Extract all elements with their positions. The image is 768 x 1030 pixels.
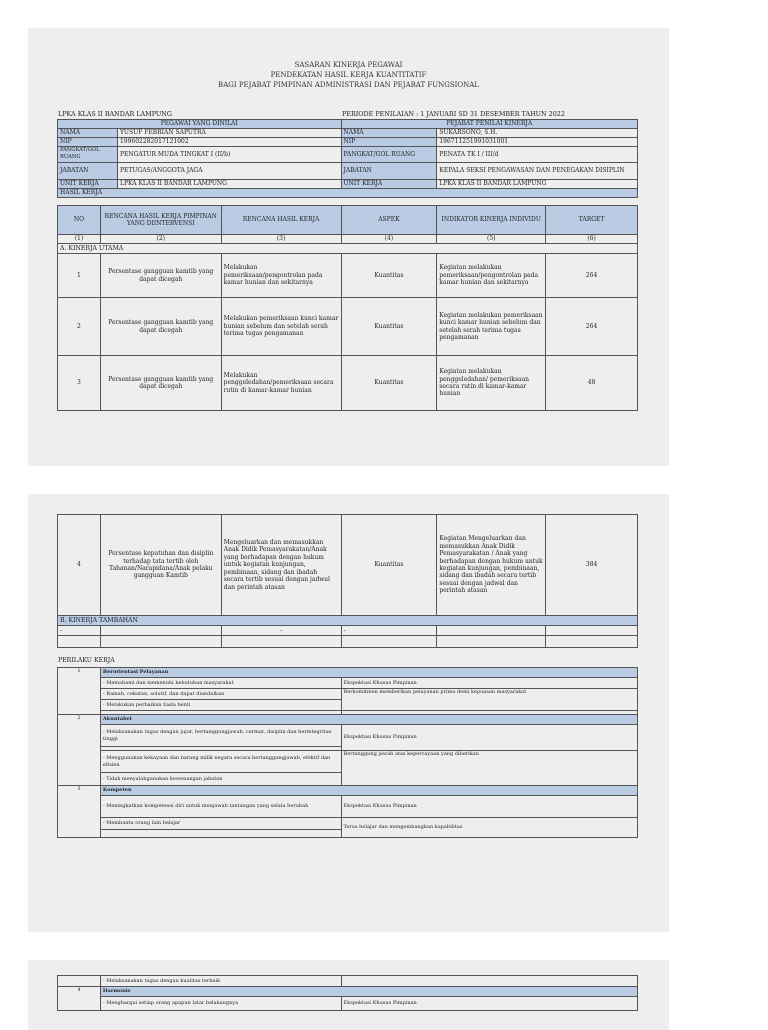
table-row: [58, 254, 638, 298]
penilai-nip: 196711251991031001: [437, 138, 638, 147]
tambahan-cell: -: [58, 626, 101, 636]
col-number: (3): [221, 235, 341, 244]
pegawai-section: PEGAWAI YANG DINILAI: [58, 120, 342, 129]
document-page-3: [28, 960, 669, 1030]
penilai-jabatan: KEPALA SEKSI PENGAWASAN DAN PENEGAKAN DISIPLIN: [437, 162, 638, 179]
row-rencana: Melakukan penggeledahan/pemeriksaan secara rutin di kamar-kamar hunian: [221, 356, 341, 411]
row-aspek: Kuantitas: [341, 254, 437, 298]
perilaku-item: - Memahami dan memenuhi kebutuhan masyarakat: [100, 678, 341, 689]
unit-top: LPKA KLAS II BANDAR LAMPUNG: [58, 110, 172, 118]
row-indikator: Kegiatan melakukan pemeriksaan kunci kamar hunian sebelum dan setelah serah terima tugas pengamanan: [437, 298, 546, 356]
perilaku-item: - Menghargai setiap orang apapun latar belakangnya: [100, 997, 341, 1011]
perilaku-table-continued: [57, 975, 638, 1011]
identity-table: [57, 119, 638, 198]
pegawai-nip: 199602282017121002: [117, 138, 341, 147]
perilaku-no: 2: [58, 715, 101, 786]
row-rencana: Mengeluarkan dan memasukkan Anak Didik Pemasyarakatan/Anak yang berhadapan dengan hukum untuk kegiatan kunjungan, pembinaan, sidang dan ibadah secara tertib sesuai dengan jadwal dan perintah atasan: [221, 515, 341, 616]
row-indikator: Kegiatan melakukan penggeledahan/ pemeriksaan secara rutin di kamar-kamar hunian: [437, 356, 546, 411]
row-no: 1: [58, 254, 101, 298]
penilai-section: PEJABAT PENILAI KINERJA: [341, 120, 638, 129]
row-aspek: Kuantitas: [341, 298, 437, 356]
row-target: 264: [546, 298, 638, 356]
perilaku-table: [57, 667, 638, 838]
perilaku-no: 3: [58, 786, 101, 838]
perilaku-item: - Meningkatkan kompetensi diri untuk menjawab tantangan yang selalu berubah: [100, 796, 341, 818]
perilaku-item: - Melaksanakan tugas dengan jujur, bertanggungjawab, cermat, disiplin dan berintegritas tinggi: [100, 725, 341, 747]
col-indikator-header: INDIKATOR KINERJA INDIVIDU: [437, 206, 546, 235]
row-pimpinan: Persentase kepatuhan dan disiplin terhadap tata tertib oleh Tahanan/Narapidana/Anak pelaku gangguan Kamtib: [100, 515, 221, 616]
ekspektasi-text: Bertanggung jawab atas kepercayaan yang diberikan: [341, 751, 637, 786]
title-line-1: SASARAN KINERJA PEGAWAI: [294, 61, 403, 69]
nip-label: NIP: [58, 138, 118, 147]
row-pimpinan: Persentase gangguan kamtib yang dapat dicegah: [100, 298, 221, 356]
col-rencana-header: RENCANA HASIL KERJA: [221, 206, 341, 235]
pegawai-jabatan: PETUGAS/ANGGOTA JAGA: [117, 162, 341, 179]
document-page-1: [28, 28, 669, 466]
penilai-pangkat: PENATA TK I / III/d: [437, 147, 638, 163]
title-line-3: BAGI PEJABAT PIMPINAN ADMINISTRASI DAN PEJABAT FUNGSIONAL: [218, 81, 479, 89]
row-aspek: Kuantitas: [341, 515, 437, 616]
col-number: (4): [341, 235, 437, 244]
perilaku-item: - Membantu orang lain belajar: [100, 818, 341, 830]
col-pimpinan-header: RENCANA HASIL KERJA PIMPINAN YANG DIINTERVENSI: [100, 206, 221, 235]
row-no: 3: [58, 356, 101, 411]
kinerja-utama-label: A. KINERJA UTAMA: [58, 244, 638, 254]
col-number: (1): [58, 235, 101, 244]
row-no: 4: [58, 515, 101, 616]
kinerja-tambahan-label: B. KINERJA TAMBAHAN: [58, 616, 638, 626]
penilai-pangkat-label: PANGKAT/GOL RUANG: [341, 147, 437, 163]
pangkat-label: PANGKAT/GOL RUANG: [58, 147, 118, 163]
pegawai-unit: LPKA KLAS II BANDAR LAMPUNG: [117, 179, 341, 188]
nama-label: NAMA: [58, 129, 118, 138]
penilai-nama: SUKARSONO, S.H.: [437, 129, 638, 138]
perilaku-no: 1: [58, 668, 101, 715]
jabatan-label: JABATAN: [58, 162, 118, 179]
table-row: [58, 626, 638, 636]
perilaku-item: - Ramah, cekatan, solutif, dan dapat diandalkan: [100, 689, 341, 700]
row-rencana: Melakukan pemeriksaan kunci kamar hunian sebelum dan setelah serah terima tugas pengamanan: [221, 298, 341, 356]
periode-penilaian: PERIODE PENILAIAN : 1 JANUARI SD 31 DESEMBER TAHUN 2022: [342, 110, 565, 118]
perilaku-item: - Menggunakan kekayaan dan barang milik negara secara bertanggungjawab, efektif dan efisien: [100, 751, 341, 773]
penilai-unit-label: UNIT KERJA: [341, 179, 437, 188]
row-pimpinan: Persentase gangguan kamtib yang dapat dicegah: [100, 254, 221, 298]
col-aspek-header: ASPEK: [341, 206, 437, 235]
pegawai-nama: YUSUF FEBRIAN SAPUTRA: [117, 129, 341, 138]
document-page-2: [28, 494, 669, 932]
perilaku-title: Berorientasi Pelayanan: [100, 668, 637, 678]
ekspektasi-label: Ekspektasi Khusus Pimpinan: [341, 796, 637, 818]
row-rencana: Melakukan pemeriksaan/pengontrolan pada kamar hunian dan sekitarnya: [221, 254, 341, 298]
penilai-unit: LPKA KLAS II BANDAR LAMPUNG: [437, 179, 638, 188]
tambahan-cell: -: [341, 626, 437, 636]
col-no-header: NO: [58, 206, 101, 235]
document-title: [28, 60, 669, 90]
title-line-2: PENDEKATAN HASIL KERJA KUANTITATIF: [270, 71, 427, 79]
penilai-nama-label: NAMA: [341, 129, 437, 138]
perilaku-item: - Tidak menyalahgunakan kewenangan jabatan: [100, 773, 341, 786]
row-target: 384: [546, 515, 638, 616]
perilaku-title: Kompeten: [100, 786, 637, 796]
kinerja-table-continued: [57, 514, 638, 648]
row-aspek: Kuantitas: [341, 356, 437, 411]
table-row: [58, 356, 638, 411]
perilaku-kerja-label: PERILAKU KERJA: [58, 657, 115, 664]
row-target: 48: [546, 356, 638, 411]
perilaku-title: Akuntabel: [100, 715, 637, 725]
ekspektasi-label: Ekspektasi Khusus Pimpinan: [341, 725, 637, 751]
unit-label: UNIT KERJA: [58, 179, 118, 188]
penilai-nip-label: NIP: [341, 138, 437, 147]
perilaku-no: 4: [58, 987, 101, 1011]
ekspektasi-text: Terus belajar dan mengembangkan kapabilitas: [341, 818, 637, 838]
table-row: [58, 515, 638, 616]
col-number: (5): [437, 235, 546, 244]
row-target: 264: [546, 254, 638, 298]
perilaku-item: - Melakukan perbaikan tiada henti: [100, 700, 341, 711]
ekspektasi-label: Ekspektasi Khusus Pimpinan: [341, 997, 637, 1011]
col-number: (6): [546, 235, 638, 244]
row-no: 2: [58, 298, 101, 356]
hasil-kerja-label: HASIL KERJA: [58, 188, 638, 197]
penilai-jabatan-label: JABATAN: [341, 162, 437, 179]
row-indikator: Kegiatan Mengeluarkan dan memasukkan Anak Didik Pemasyarakatan / Anak yang berhadapan dengan hukum untuk kegiatan kunjungan, pembinaan, sidang dan ibadah secara tertib sesuai dengan jadwal dan perintah atasan: [437, 515, 546, 616]
ekspektasi-text: Berkomitmen memberikan pelayanan prima demi kepuasan masyarakat: [341, 689, 637, 711]
kinerja-table: [57, 205, 638, 411]
row-pimpinan: Persentase gangguan kamtib yang dapat dicegah: [100, 356, 221, 411]
row-indikator: Kegiatan melakukan pemeriksaan/pengontrolan pada kamar hunian dan sekitarnya: [437, 254, 546, 298]
table-row: [58, 298, 638, 356]
tambahan-cell: -: [221, 626, 341, 636]
col-target-header: TARGET: [546, 206, 638, 235]
perilaku-item: - Melaksanakan tugas dengan kualitas terbaik: [100, 976, 341, 987]
pegawai-pangkat: PENGATUR MUDA TINGKAT I (II/b): [117, 147, 341, 163]
col-number: (2): [100, 235, 221, 244]
perilaku-title: Harmonis: [100, 987, 637, 997]
ekspektasi-label: Ekspektasi Khusus Pimpinan: [341, 678, 637, 689]
